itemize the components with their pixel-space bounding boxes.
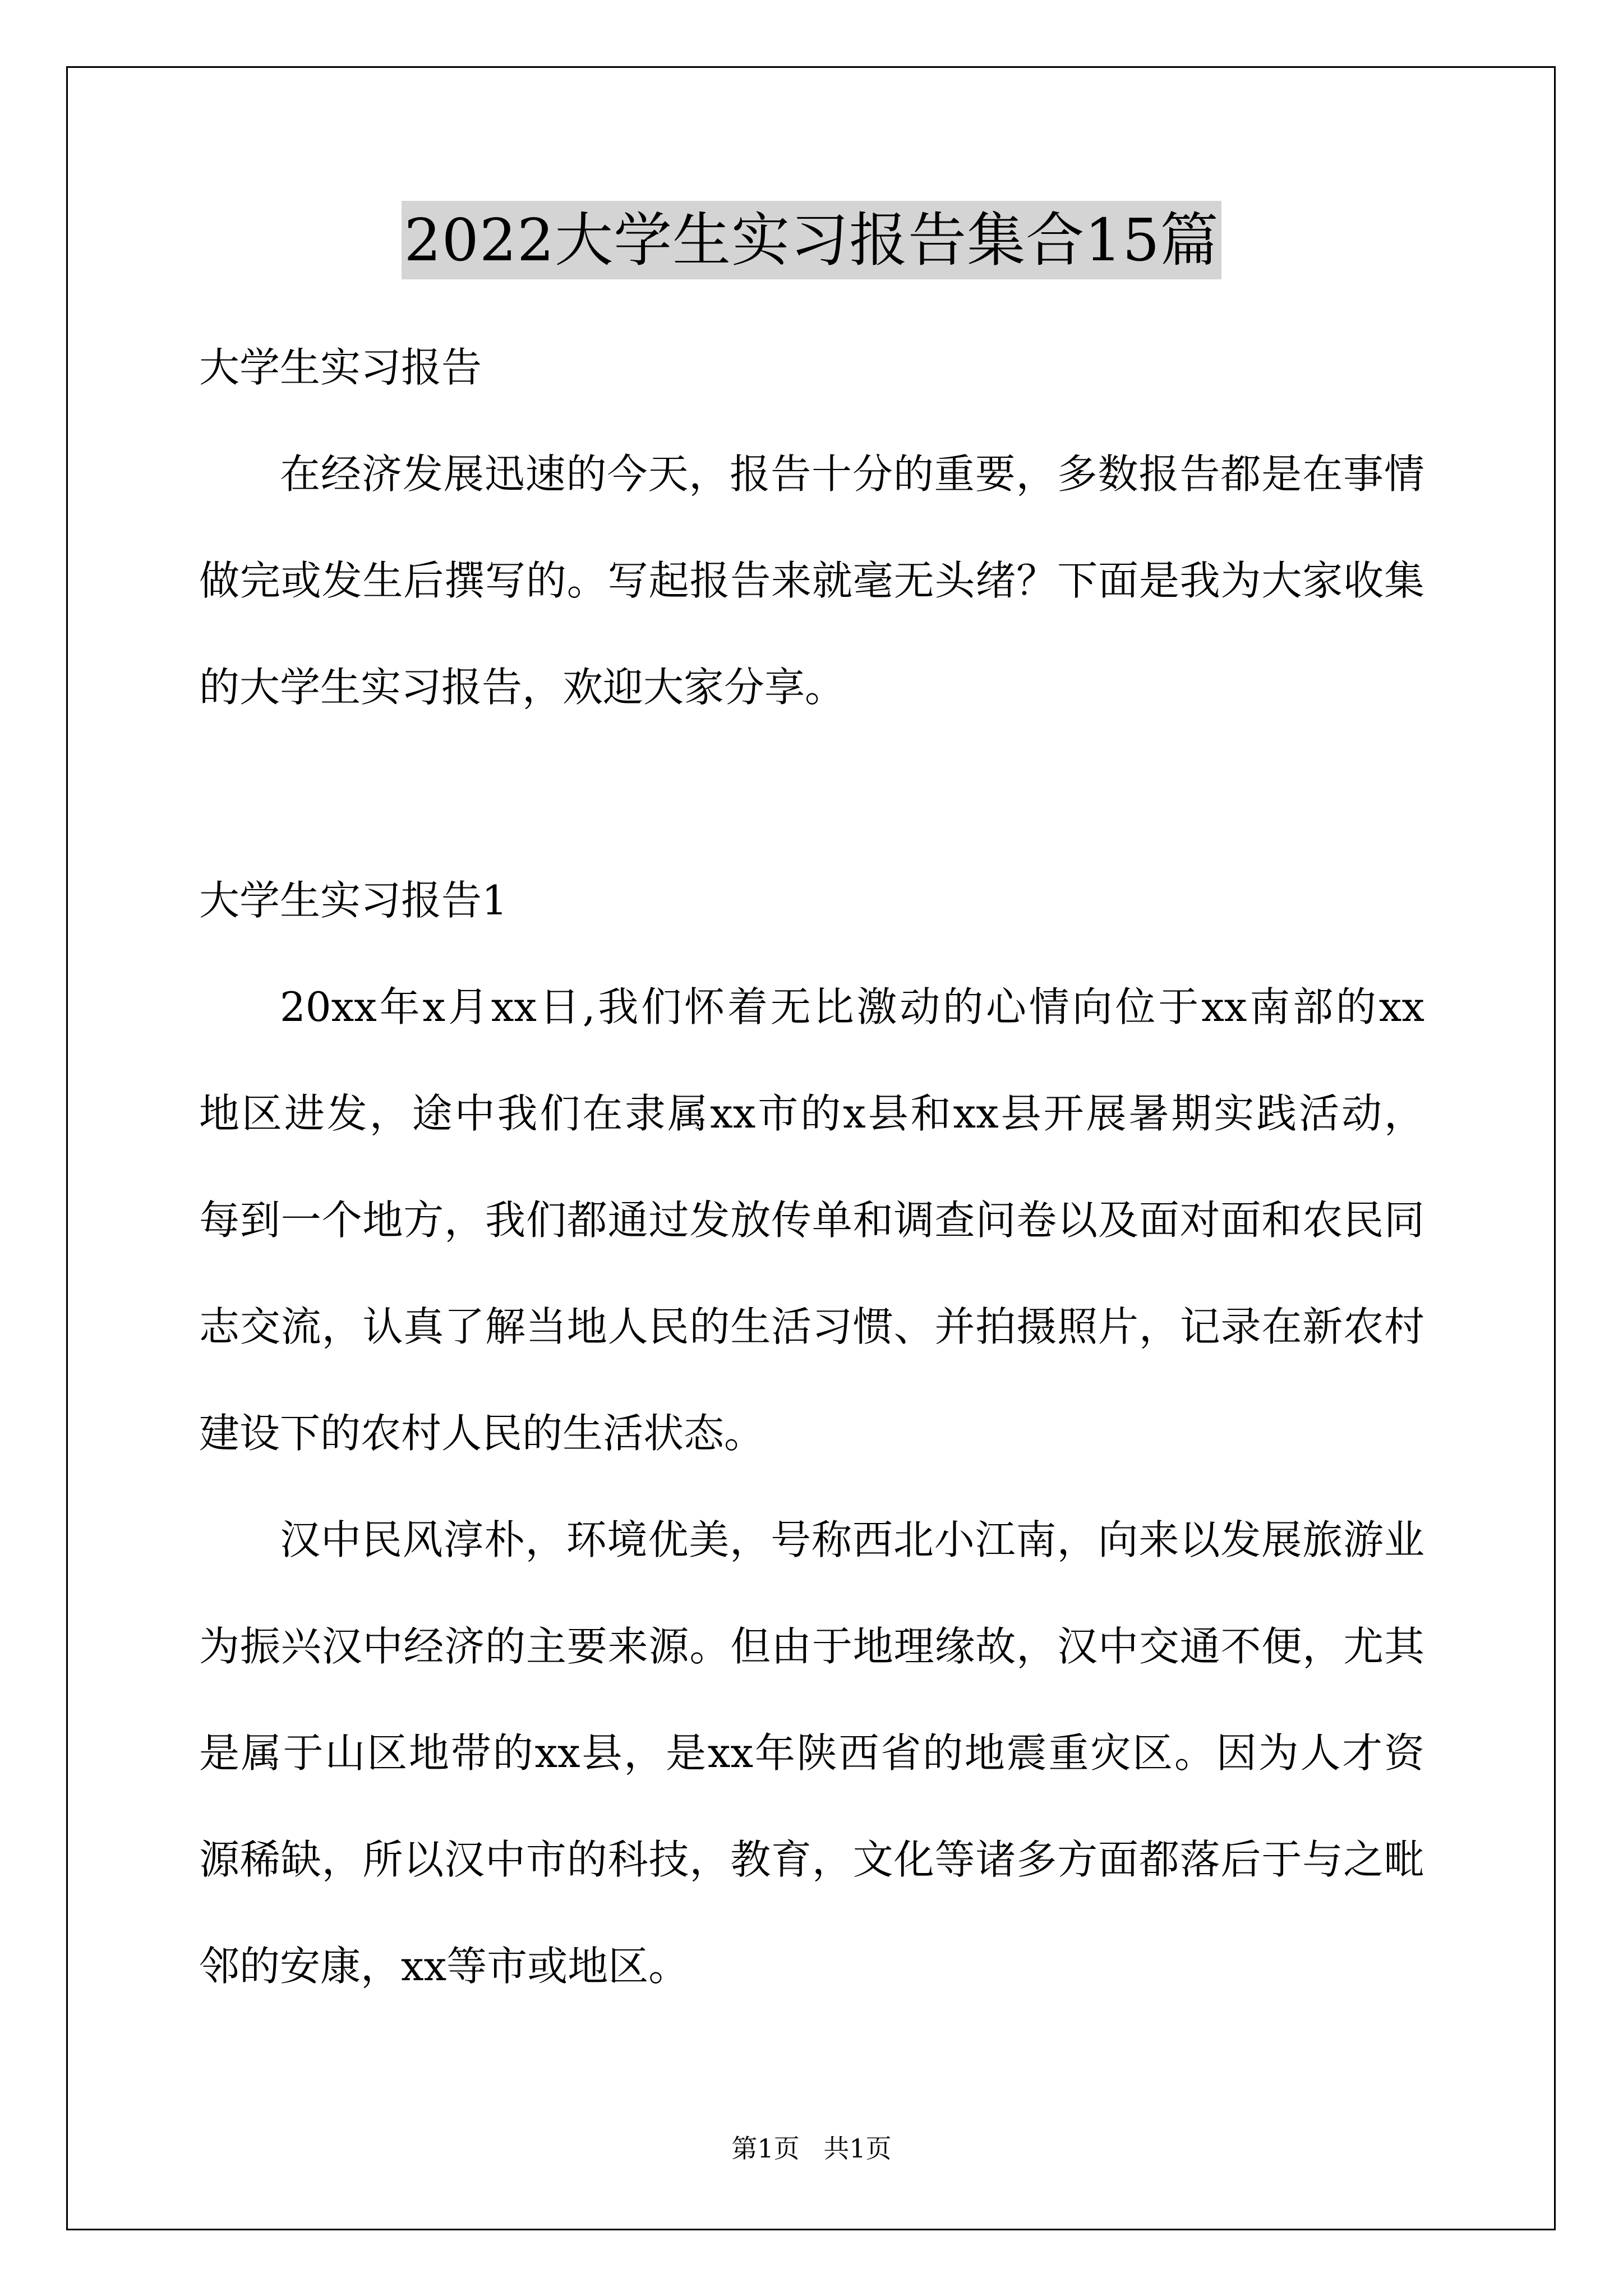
paragraph-line: 志交流，认真了解当地人民的生活习惯、并拍摄照片，记录在新农村: [199, 1303, 1424, 1350]
paragraph-line: 源稀缺，所以汉中市的科技，教育，文化等诸多方面都落后于与之毗: [199, 1836, 1424, 1883]
paragraph-line: 地区进发，途中我们在隶属xx市的x县和xx县开展暑期实践活动，: [199, 1090, 1424, 1137]
paragraph-line: 做完或发生后撰写的。写起报告来就毫无头绪？下面是我为大家收集: [199, 557, 1424, 604]
page-number-total: 共1页: [823, 2133, 892, 2164]
paragraph-line: 20xx年x月xx日,我们怀着无比激动的心情向位于xx南部的xx: [280, 983, 1424, 1030]
page-number-current: 第1页: [731, 2133, 800, 2164]
paragraph-line: 为振兴汉中经济的主要来源。但由于地理缘故，汉中交通不便，尤其: [199, 1623, 1424, 1670]
paragraph-line: 每到一个地方，我们都通过发放传单和调查问卷以及面对面和农民同: [199, 1197, 1424, 1244]
paragraph-line: 的大学生实习报告，欢迎大家分享。: [199, 664, 846, 711]
section-heading: 大学生实习报告: [199, 344, 482, 391]
paragraph-line: 建设下的农村人民的生活状态。: [199, 1410, 765, 1457]
page-footer: [0, 2132, 1623, 2165]
paragraph-line: 是属于山区地带的xx县，是xx年陕西省的地震重灾区。因为人才资: [199, 1729, 1424, 1777]
paragraph-line: 邻的安康，xx等市或地区。: [199, 1943, 689, 1990]
paragraph-line: 汉中民风淳朴，环境优美，号称西北小江南，向来以发展旅游业: [280, 1516, 1424, 1563]
section-heading: 大学生实习报告1: [199, 877, 508, 924]
title-container: [0, 201, 1623, 279]
paragraph-line: 在经济发展迅速的今天，报告十分的重要，多数报告都是在事情: [280, 450, 1424, 498]
document-title: 2022大学生实习报告集合15篇: [402, 201, 1221, 279]
paragraph-gap: [199, 740, 1424, 847]
document-body: [199, 314, 1424, 2019]
